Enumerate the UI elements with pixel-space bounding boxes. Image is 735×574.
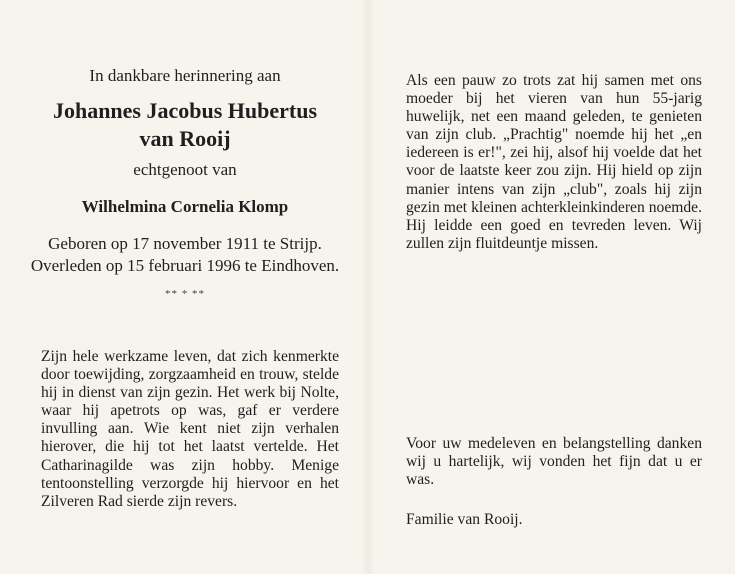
deceased-name [22,97,348,153]
spouse-of-label: echtgenoot van [133,160,237,179]
life-dates [22,233,348,277]
deceased-name-line2: van Rooij [139,126,231,151]
family-signoff: Familie van Rooij. [406,511,523,528]
thanks-paragraph: Voor uw medeleven en belangstelling danken wij u hartelijk, wij vonden het fijn dat u er was. [406,435,702,489]
deceased-name-line1: Johannes Jacobus Hubertus [52,98,318,123]
spouse-name: Wilhelmina Cornelia Klomp [81,197,289,216]
star-divider: ** * ** [165,288,205,300]
death-line: Overleden op 15 februari 1996 te Eindhoven. [30,256,340,275]
left-page [0,0,367,574]
birth-line: Geboren op 17 november 1911 te Strijp. [48,234,322,253]
anniversary-paragraph: Als een pauw zo trots zat hij samen met ons moeder bij het vieren van hun 55-jarig huwelijk, net een maand geleden, te genieten van zijn club. „Prachtig" noemde hij het „en iedereen is er!", zei hij, alsof hij voelde dat het voor de laatste keer zou zijn. Hij hield op zijn manier intens van zijn „club", zoals hij zijn gezin met kleinen achterkleinkinderen noemde. Hij leidde een goed en tevreden leven. Wij zullen zijn fluitdeuntje missen. [406,72,702,252]
right-page [368,0,735,574]
remembrance-line: In dankbare herinnering aan [89,66,281,85]
life-paragraph: Zijn hele werkzame leven, dat zich kenmerkte door toewijding, zorgzaamheid en trouw, stelde hij in dienst van zijn gezin. Het werk bij Nolte, waar hij apetrots op was, gaf er verdere invulling aan. Wie kent niet zijn verhalen hierover, die hij tot het laatst vertelde. Het Catharinagilde was zijn hobby. Menige tentoonstelling verzorgde hij hiervoor en het Zilveren Rad sierde zijn revers. [41,348,339,510]
